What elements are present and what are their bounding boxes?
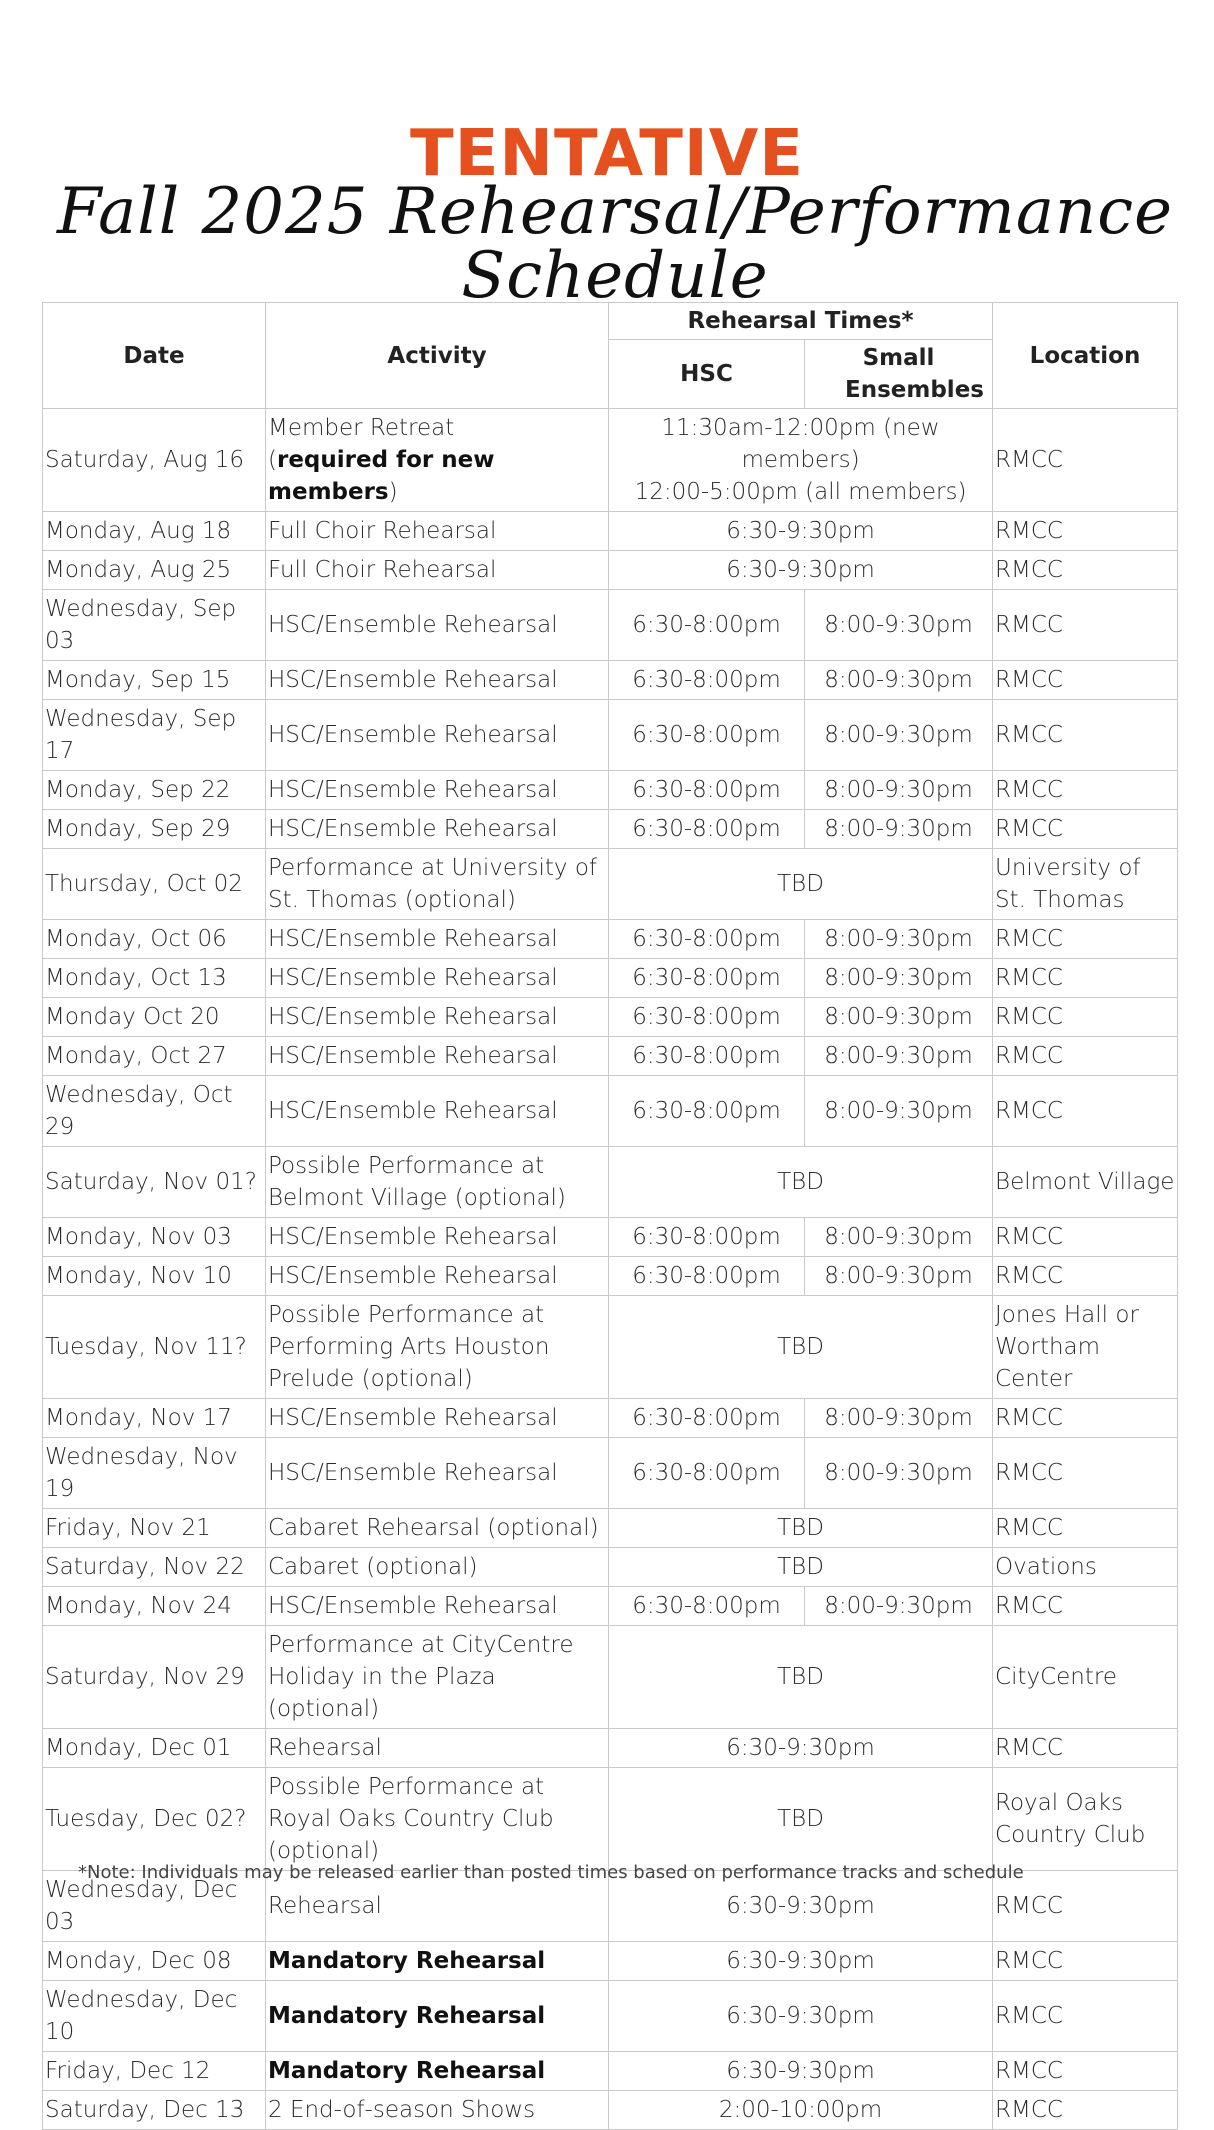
cell-ensemble-time: 8:00-9:30pm: [805, 810, 993, 849]
cell-date: Monday, Nov 17: [43, 1399, 266, 1438]
cell-hsc-time: 6:30-8:00pm: [609, 1438, 805, 1509]
header-small-ensembles: Small Ensembles: [805, 340, 993, 409]
cell-hsc-time: 6:30-8:00pm: [609, 1037, 805, 1076]
cell-activity: [266, 409, 609, 512]
cell-hsc-time: 6:30-8:00pm: [609, 1399, 805, 1438]
table-row: [43, 661, 1178, 700]
cell-activity: HSC/Ensemble Rehearsal: [266, 1587, 609, 1626]
cell-location: RMCC: [993, 998, 1178, 1037]
cell-rehearsal-time: 2:00-10:00pm: [609, 2091, 993, 2130]
table-row: [43, 1399, 1178, 1438]
cell-ensemble-time: 8:00-9:30pm: [805, 920, 993, 959]
cell-hsc-time: 6:30-8:00pm: [609, 700, 805, 771]
cell-hsc-time: 6:30-8:00pm: [609, 771, 805, 810]
cell-activity: Cabaret (optional): [266, 1548, 609, 1587]
activity-bold-text: required for new members: [268, 447, 495, 505]
cell-activity: HSC/Ensemble Rehearsal: [266, 1218, 609, 1257]
cell-rehearsal-time: [609, 409, 993, 512]
cell-date: Saturday, Nov 29: [43, 1626, 266, 1729]
header-rehearsal-times: Rehearsal Times*: [609, 303, 993, 340]
table-row: [43, 1257, 1178, 1296]
cell-rehearsal-time: TBD: [609, 1147, 993, 1218]
time-line-2: 12:00-5:00pm (all members): [634, 479, 967, 505]
cell-rehearsal-time: 6:30-9:30pm: [609, 551, 993, 590]
cell-date: Monday, Sep 29: [43, 810, 266, 849]
table-row: [43, 1729, 1178, 1768]
cell-ensemble-time: 8:00-9:30pm: [805, 1037, 993, 1076]
cell-activity: Cabaret Rehearsal (optional): [266, 1509, 609, 1548]
cell-activity: Mandatory Rehearsal: [266, 1942, 609, 1981]
cell-date: Wednesday, Dec 03: [43, 1871, 266, 1942]
cell-rehearsal-time: 6:30-9:30pm: [609, 2052, 993, 2091]
table-row: [43, 1147, 1178, 1218]
table-row: [43, 1218, 1178, 1257]
cell-date: Monday, Dec 01: [43, 1729, 266, 1768]
cell-activity: HSC/Ensemble Rehearsal: [266, 1438, 609, 1509]
cell-ensemble-time: 8:00-9:30pm: [805, 1076, 993, 1147]
cell-location: RMCC: [993, 1981, 1178, 2052]
cell-location: RMCC: [993, 590, 1178, 661]
cell-location: RMCC: [993, 1076, 1178, 1147]
header-hsc: HSC: [609, 340, 805, 409]
cell-date: Tuesday, Dec 02?: [43, 1768, 266, 1871]
schedule-table: [42, 302, 1178, 2130]
cell-activity: Rehearsal: [266, 1729, 609, 1768]
cell-location: RMCC: [993, 1871, 1178, 1942]
header-date: Date: [43, 303, 266, 409]
table-row: [43, 1296, 1178, 1399]
cell-date: Saturday, Aug 16: [43, 409, 266, 512]
cell-location: RMCC: [993, 1509, 1178, 1548]
tentative-label: TENTATIVE: [410, 117, 804, 191]
cell-hsc-time: 6:30-8:00pm: [609, 1257, 805, 1296]
cell-location: RMCC: [993, 771, 1178, 810]
cell-date: Monday, Oct 27: [43, 1037, 266, 1076]
cell-ensemble-time: 8:00-9:30pm: [805, 700, 993, 771]
cell-location: RMCC: [993, 661, 1178, 700]
cell-date: Saturday, Dec 13: [43, 2091, 266, 2130]
table-row: [43, 1981, 1178, 2052]
table-row: [43, 771, 1178, 810]
cell-activity: Mandatory Rehearsal: [266, 2052, 609, 2091]
cell-activity: Full Choir Rehearsal: [266, 512, 609, 551]
cell-date: Wednesday, Dec 10: [43, 1981, 266, 2052]
cell-location: RMCC: [993, 1218, 1178, 1257]
cell-ensemble-time: 8:00-9:30pm: [805, 771, 993, 810]
cell-rehearsal-time: 6:30-9:30pm: [609, 512, 993, 551]
cell-activity: HSC/Ensemble Rehearsal: [266, 920, 609, 959]
cell-location: RMCC: [993, 1438, 1178, 1509]
cell-activity: HSC/Ensemble Rehearsal: [266, 1037, 609, 1076]
cell-date: Monday, Sep 22: [43, 771, 266, 810]
cell-date: Wednesday, Nov 19: [43, 1438, 266, 1509]
table-row: [43, 1626, 1178, 1729]
cell-date: Saturday, Nov 22: [43, 1548, 266, 1587]
cell-activity: HSC/Ensemble Rehearsal: [266, 1399, 609, 1438]
cell-activity: Performance at CityCentre Holiday in the Plaza (optional): [266, 1626, 609, 1729]
cell-location: RMCC: [993, 1942, 1178, 1981]
cell-activity: Performance at University of St. Thomas (optional): [266, 849, 609, 920]
cell-rehearsal-time: 6:30-9:30pm: [609, 1729, 993, 1768]
cell-hsc-time: 6:30-8:00pm: [609, 661, 805, 700]
cell-date: Monday, Dec 08: [43, 1942, 266, 1981]
cell-activity: 2 End-of-season Shows: [266, 2091, 609, 2130]
cell-location: Belmont Village: [993, 1147, 1178, 1218]
cell-date: Monday, Nov 10: [43, 1257, 266, 1296]
cell-location: RMCC: [993, 551, 1178, 590]
cell-location: RMCC: [993, 1729, 1178, 1768]
cell-rehearsal-time: TBD: [609, 1768, 993, 1871]
cell-ensemble-time: 8:00-9:30pm: [805, 959, 993, 998]
cell-activity: Full Choir Rehearsal: [266, 551, 609, 590]
cell-location: RMCC: [993, 2091, 1178, 2130]
cell-date: Monday, Oct 13: [43, 959, 266, 998]
cell-activity: Rehearsal: [266, 1871, 609, 1942]
table-row: [43, 1768, 1178, 1871]
activity-paren-open: (: [268, 447, 277, 473]
footnote: *Note: Individuals may be released earlier than posted times based on performance tracks and schedule: [78, 1862, 1024, 1883]
cell-date: Saturday, Nov 01?: [43, 1147, 266, 1218]
cell-rehearsal-time: 6:30-9:30pm: [609, 1871, 993, 1942]
cell-location: RMCC: [993, 409, 1178, 512]
table-row: [43, 2052, 1178, 2091]
cell-location: University of St. Thomas: [993, 849, 1178, 920]
cell-date: Monday, Sep 15: [43, 661, 266, 700]
cell-ensemble-time: 8:00-9:30pm: [805, 661, 993, 700]
cell-hsc-time: 6:30-8:00pm: [609, 590, 805, 661]
cell-hsc-time: 6:30-8:00pm: [609, 998, 805, 1037]
table-row: [43, 1587, 1178, 1626]
cell-date: Wednesday, Oct 29: [43, 1076, 266, 1147]
table-row: [43, 959, 1178, 998]
cell-location: Jones Hall or Wortham Center: [993, 1296, 1178, 1399]
header-location: Location: [993, 303, 1178, 409]
cell-location: RMCC: [993, 1257, 1178, 1296]
cell-activity: HSC/Ensemble Rehearsal: [266, 590, 609, 661]
cell-date: Monday, Nov 24: [43, 1587, 266, 1626]
cell-ensemble-time: 8:00-9:30pm: [805, 590, 993, 661]
table-row: [43, 849, 1178, 920]
cell-location: RMCC: [993, 920, 1178, 959]
cell-date: Monday, Nov 03: [43, 1218, 266, 1257]
cell-activity: HSC/Ensemble Rehearsal: [266, 1257, 609, 1296]
table-row: [43, 920, 1178, 959]
cell-location: CityCentre: [993, 1626, 1178, 1729]
table-row: [43, 551, 1178, 590]
cell-location: Royal Oaks Country Club: [993, 1768, 1178, 1871]
cell-location: Ovations: [993, 1548, 1178, 1587]
cell-activity: Mandatory Rehearsal: [266, 1981, 609, 2052]
table-row: [43, 1076, 1178, 1147]
cell-activity: HSC/Ensemble Rehearsal: [266, 700, 609, 771]
cell-location: RMCC: [993, 1037, 1178, 1076]
cell-rehearsal-time: TBD: [609, 1509, 993, 1548]
cell-hsc-time: 6:30-8:00pm: [609, 920, 805, 959]
table-row: [43, 1509, 1178, 1548]
cell-activity: HSC/Ensemble Rehearsal: [266, 998, 609, 1037]
table-row: [43, 998, 1178, 1037]
cell-activity: Possible Performance at Performing Arts Houston Prelude (optional): [266, 1296, 609, 1399]
cell-date: Monday, Aug 25: [43, 551, 266, 590]
table-row: [43, 1438, 1178, 1509]
cell-rehearsal-time: TBD: [609, 1626, 993, 1729]
cell-date: Wednesday, Sep 17: [43, 700, 266, 771]
cell-ensemble-time: 8:00-9:30pm: [805, 1257, 993, 1296]
cell-rehearsal-time: TBD: [609, 849, 993, 920]
cell-location: RMCC: [993, 700, 1178, 771]
cell-activity: HSC/Ensemble Rehearsal: [266, 810, 609, 849]
table-row: [43, 700, 1178, 771]
cell-activity: Possible Performance at Royal Oaks Country Club (optional): [266, 1768, 609, 1871]
cell-date: Wednesday, Sep 03: [43, 590, 266, 661]
header-activity: Activity: [266, 303, 609, 409]
cell-hsc-time: 6:30-8:00pm: [609, 959, 805, 998]
cell-ensemble-time: 8:00-9:30pm: [805, 998, 993, 1037]
table-row: [43, 1548, 1178, 1587]
cell-hsc-time: 6:30-8:00pm: [609, 1587, 805, 1626]
cell-location: RMCC: [993, 512, 1178, 551]
cell-ensemble-time: 8:00-9:30pm: [805, 1587, 993, 1626]
table-row: [43, 810, 1178, 849]
cell-activity: Possible Performance at Belmont Village (optional): [266, 1147, 609, 1218]
cell-activity: HSC/Ensemble Rehearsal: [266, 661, 609, 700]
activity-text: Member Retreat: [268, 415, 455, 441]
cell-location: RMCC: [993, 1587, 1178, 1626]
cell-rehearsal-time: 6:30-9:30pm: [609, 1942, 993, 1981]
cell-rehearsal-time: TBD: [609, 1548, 993, 1587]
cell-location: RMCC: [993, 2052, 1178, 2091]
cell-location: RMCC: [993, 810, 1178, 849]
table-row: [43, 1942, 1178, 1981]
cell-ensemble-time: 8:00-9:30pm: [805, 1218, 993, 1257]
cell-activity: HSC/Ensemble Rehearsal: [266, 959, 609, 998]
cell-date: Monday, Aug 18: [43, 512, 266, 551]
cell-date: Friday, Dec 12: [43, 2052, 266, 2091]
cell-date: Tuesday, Nov 11?: [43, 1296, 266, 1399]
page-title: Fall 2025 Rehearsal/Performance Schedule: [57, 175, 1173, 313]
cell-activity: HSC/Ensemble Rehearsal: [266, 771, 609, 810]
cell-ensemble-time: 8:00-9:30pm: [805, 1438, 993, 1509]
activity-paren-close: ): [388, 479, 398, 505]
cell-date: Monday, Oct 06: [43, 920, 266, 959]
cell-activity: HSC/Ensemble Rehearsal: [266, 1076, 609, 1147]
cell-hsc-time: 6:30-8:00pm: [609, 810, 805, 849]
table-row: [43, 409, 1178, 512]
cell-date: Friday, Nov 21: [43, 1509, 266, 1548]
cell-ensemble-time: 8:00-9:30pm: [805, 1399, 993, 1438]
cell-date: Thursday, Oct 02: [43, 849, 266, 920]
cell-hsc-time: 6:30-8:00pm: [609, 1218, 805, 1257]
cell-rehearsal-time: 6:30-9:30pm: [609, 1981, 993, 2052]
table-row: [43, 512, 1178, 551]
cell-location: RMCC: [993, 1399, 1178, 1438]
table-row: [43, 2091, 1178, 2130]
cell-hsc-time: 6:30-8:00pm: [609, 1076, 805, 1147]
table-row: [43, 590, 1178, 661]
cell-rehearsal-time: TBD: [609, 1296, 993, 1399]
cell-date: Monday Oct 20: [43, 998, 266, 1037]
time-line-1: 11:30am-12:00pm (new members): [661, 415, 940, 473]
cell-location: RMCC: [993, 959, 1178, 998]
table-row: [43, 1037, 1178, 1076]
